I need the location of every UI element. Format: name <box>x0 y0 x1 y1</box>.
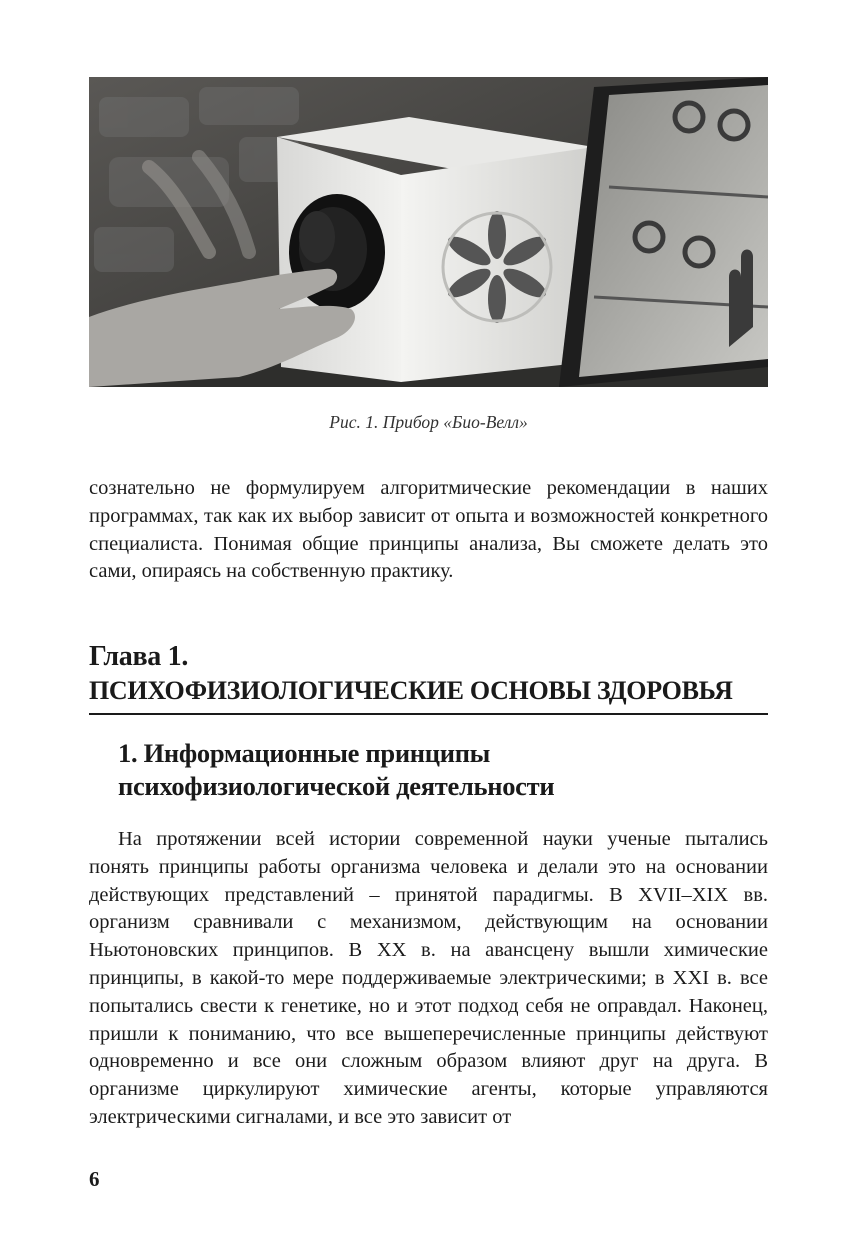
section-title-line1: 1. Информационные принципы <box>118 738 491 768</box>
page-number: 6 <box>89 1167 100 1191</box>
chapter-title: ПСИХОФИЗИОЛОГИЧЕСКИЕ ОСНОВЫ ЗДОРОВЬЯ <box>89 676 733 705</box>
chapter-number: Глава 1. <box>89 641 189 672</box>
body-paragraph: На протяжении всей истории современной науки ученые пытались понять принципы работы организма человека и делали это на основании действующих представлений – принятой парадигмы. В XVII–XIX вв. организм сравнивали с механизмом, действующим на основании Ньютоновских принципов. В XX в. на авансцену вышли химические принципы, в какой-то мере поддерживаемые электрическими; в XXI в. все попытались свести к генетике, но и этот подход себя не оправдал. Наконец, пришли к пониманию, что все вышеперечисленные принципы действуют одновременно и все они сложным образом влияют друг на друга. В организме циркулируют химические агенты, которые управляются электрическими сигналами, и все это зависит от <box>89 828 768 1128</box>
device-photo <box>89 77 768 387</box>
bio-well-device-illustration <box>89 77 768 387</box>
chapter-heading <box>89 640 768 715</box>
section-title-line2: психофизиологической деятельности <box>118 771 555 801</box>
intro-paragraph: сознательно не формулируем алгоритмические рекомендации в наших программах, так как их выбор зависит от опыта и возможностей конкретного специалиста. Понимая общие принципы анализа, Вы сможете делать это сами, опираясь на собственную практику. <box>89 477 768 583</box>
section-heading <box>118 737 768 803</box>
figure-caption: Рис. 1. Прибор «Био-Велл» <box>329 412 528 432</box>
